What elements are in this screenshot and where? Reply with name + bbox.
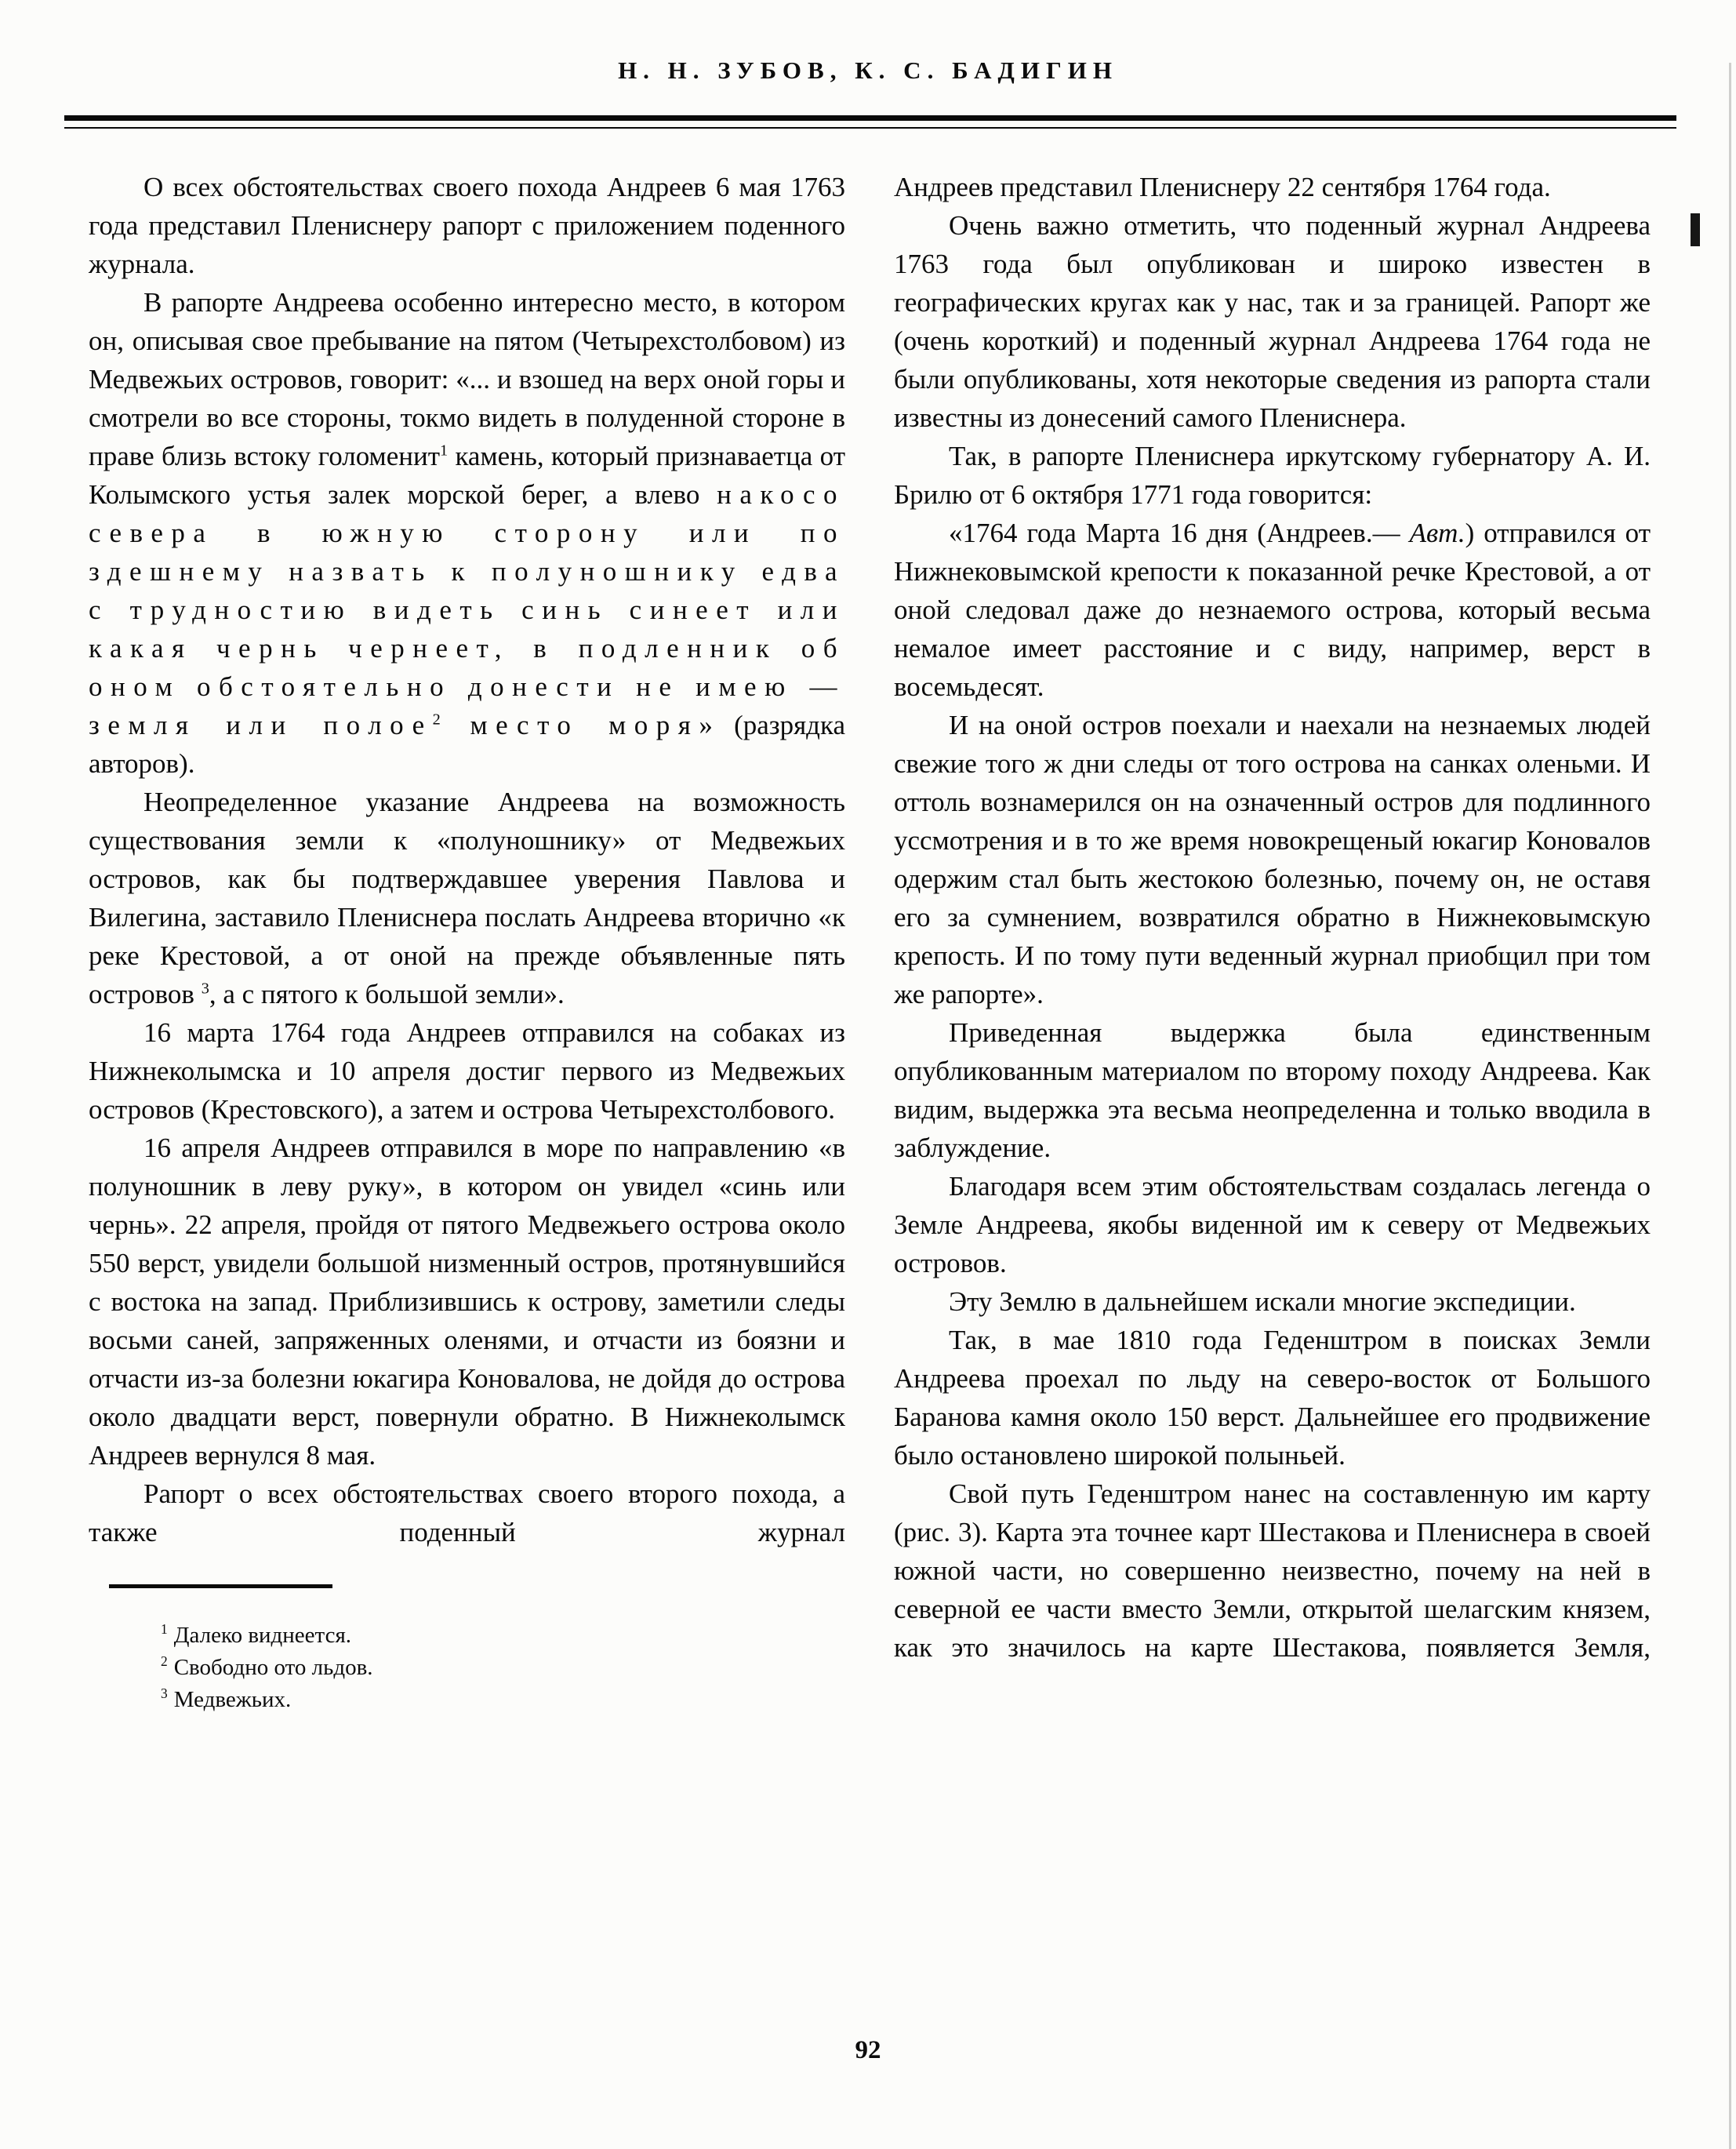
footnote-text: Медвежьих. xyxy=(173,1687,292,1712)
footnote-marker: 1 xyxy=(161,1621,168,1638)
scan-artifact xyxy=(1691,213,1700,246)
footnote-marker: 2 xyxy=(161,1653,168,1670)
footnote-reference: 3 xyxy=(201,980,209,998)
body-text: » (разрядка авторов). xyxy=(89,710,845,779)
paragraph xyxy=(894,706,1651,1013)
body-text: Благодаря всем этим обстоятельствам создалась легенда о Земле Андреева, якобы виденной им к северу от Медвежьих островов. xyxy=(894,1171,1651,1278)
body-text: , а с пятого к большой земли». xyxy=(209,979,565,1009)
body-text: Неопределенное указание Андреева на возможность существования земли к «полуношнику» от Медвежьих островов, как бы подтверждавшее уверения Павлова и Вилегина, заставило Плениснера послать Андреева вторично «к реке Крестовой, а от оной на прежде объявленные пять островов xyxy=(89,787,845,1009)
footnote-separator xyxy=(109,1584,332,1588)
body-text: Свой путь Геденштром нанес на составленную им карту (рис. 3). Карта эта точнее карт Шестакова и Плениснера в своей южной части, но совершенно неизвестно, почему на ней в северной ее части вместо Земли, открытой шелагским князем, как это значилось на карте Шестакова, появляется Земля, xyxy=(894,1478,1651,1663)
paragraph xyxy=(894,1167,1651,1282)
footnote-reference: 2 xyxy=(432,711,441,729)
paragraph xyxy=(894,206,1651,437)
paragraph xyxy=(89,283,845,783)
paragraph xyxy=(894,437,1651,514)
paragraph xyxy=(894,168,1651,206)
left-column xyxy=(89,168,845,1716)
body-text: «1764 года Марта 16 дня (Андреев.— xyxy=(949,518,1410,548)
italic-text: Авт. xyxy=(1409,518,1465,548)
footnote xyxy=(89,1684,845,1716)
paragraph xyxy=(89,1474,845,1551)
scan-edge-line xyxy=(1729,63,1731,2149)
body-text: Эту Землю в дальнейшем искали многие экспедиции. xyxy=(949,1286,1576,1317)
paragraph xyxy=(894,1474,1651,1667)
paragraph xyxy=(89,168,845,283)
paragraph xyxy=(894,1282,1651,1321)
body-text: Так, в рапорте Плениснера иркутскому губернатору А. И. Брилю от 6 октября 1771 года говорится: xyxy=(894,441,1651,510)
paragraph xyxy=(89,783,845,1013)
letterspaced-text: накосо севера в южную сторону или по здешнему назвать к полуношнику едва с трудностию видеть синь синеет или какая чернь чернеет, в подленник об оном обстоятельно донести не имею — земля или полое xyxy=(89,479,845,740)
body-text: 16 марта 1764 года Андреев отправился на собаках из Нижнеколымска и 10 апреля достиг первого из Медвежьих островов (Крестовского), а затем и острова Четырехстолбового. xyxy=(89,1017,845,1125)
footnote-text: Свободно ото льдов. xyxy=(173,1655,373,1680)
footnote-text: Далеко виднеется. xyxy=(173,1623,352,1648)
running-head: Н. Н. ЗУБОВ, К. С. БАДИГИН xyxy=(618,56,1118,84)
footnote-marker: 3 xyxy=(161,1685,168,1702)
paragraph xyxy=(894,514,1651,706)
paragraph xyxy=(894,1013,1651,1167)
body-text: И на оной остров поехали и наехали на незнаемых людей свежие того ж дни следы от того острова на санках оленьми. И оттоль вознамерился он на означенный остров для подлинного уссмотрения и в то же время новокрещеный юкагир Коновалов одержим стал быть жестокою болезнью, почему он, не оставя его за сумнением, возвратился обратно в Нижнековымскую крепость. И по тому пути веденный журнал приобщил при том же рапорте». xyxy=(894,710,1651,1009)
body-text: Андреев представил Плениснеру 22 сентября 1764 года. xyxy=(894,172,1551,202)
body-text: О всех обстоятельствах своего похода Андреев 6 мая 1763 года представил Плениснеру рапорт с приложением поденного журнала. xyxy=(89,172,845,279)
body-text: Рапорт о всех обстоятельствах своего второго похода, а также поденный журнал xyxy=(89,1478,845,1547)
header-rule-thick xyxy=(64,115,1676,121)
footnote xyxy=(89,1620,845,1652)
body-text: камень, который признаваетца от Колымского устья залек морской берег, а влево xyxy=(89,441,845,510)
right-column xyxy=(894,168,1651,1716)
text-columns xyxy=(89,168,1651,1716)
body-text: В рапорте Андреева особенно интересно место, в котором он, описывая свое пребывание на пятом (Четырехстолбовом) из Медвежьих островов, говорит: «... и взошед на верх оной горы и смотрели во все стороны, токмо видеть в полуденной стороне в праве близь встоку голоменит xyxy=(89,287,845,471)
letterspaced-text: место моря xyxy=(440,710,699,740)
paragraph xyxy=(894,1321,1651,1474)
paragraph xyxy=(89,1129,845,1474)
footnotes xyxy=(89,1584,845,1716)
header-rule-thin xyxy=(64,127,1676,129)
footnote xyxy=(89,1652,845,1684)
body-text: Приведенная выдержка была единственным опубликованным материалом по второму походу Андреева. Как видим, выдержка эта весьма неопределенна и только вводила в заблуждение. xyxy=(894,1017,1651,1163)
page-number: 92 xyxy=(855,2036,881,2064)
body-text: 16 апреля Андреев отправился в море по направлению «в полуношник в леву руку», в котором он увидел «синь или чернь». 22 апреля, пройдя от пятого Медвежьего острова около 550 верст, увидели большой низменный остров, протянувшийся с востока на запад. Приблизившись к острову, заметили следы восьми саней, запряженных оленями, и отчасти из боязни и отчасти из-за болезни юкагира Коновалова, не дойдя до острова около двадцати верст, повернули обратно. В Нижнеколымск Андреев вернулся 8 мая. xyxy=(89,1133,845,1471)
body-text: ) отправился от Нижнековымской крепости к показанной речке Крестовой, а от оной следовал даже до незнаемого острова, который весьма немалое имеет расстояние и с виду, например, верст в восемьдесят. xyxy=(894,518,1651,702)
body-text: Так, в мае 1810 года Геденштром в поисках Земли Андреева проехал по льду на северо-восток от Большого Баранова камня около 150 верст. Дальнейшее его продвижение было остановлено широкой полыньей. xyxy=(894,1325,1651,1471)
body-text: Очень важно отметить, что поденный журнал Андреева 1763 года был опубликован и широко известен в географических кругах как у нас, так и за границей. Рапорт же (очень короткий) и поденный журнал Андреева 1764 года не были опубликованы, хотя некоторые сведения из рапорта стали известны из донесений самого Плениснера. xyxy=(894,210,1651,433)
paragraph xyxy=(89,1013,845,1129)
footnote-reference: 1 xyxy=(439,442,449,460)
